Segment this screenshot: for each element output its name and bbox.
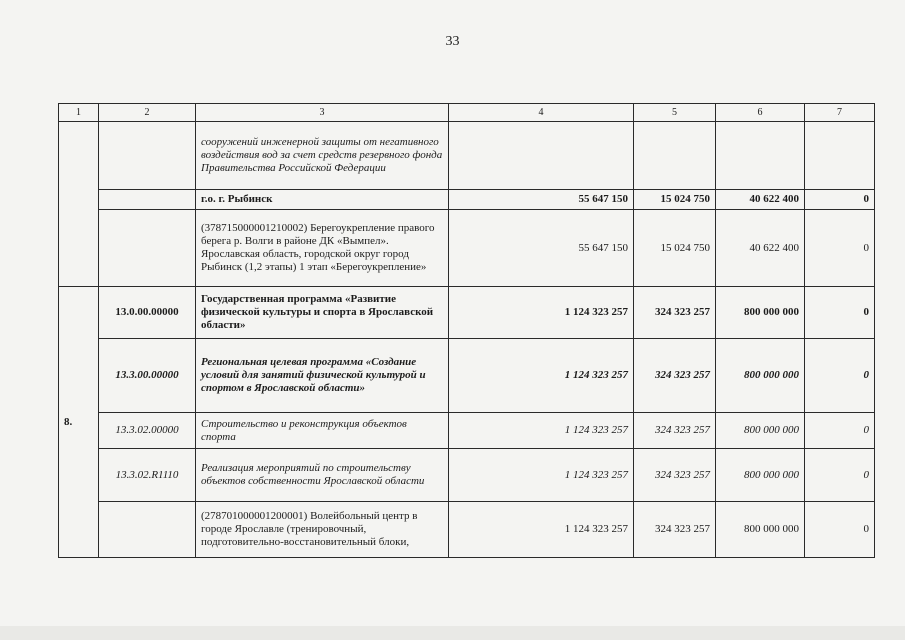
value-cell: 0: [805, 210, 875, 287]
value-cell: [716, 122, 805, 190]
name-cell: Реализация мероприятий по строительству объектов собственности Ярославской области: [196, 449, 449, 502]
column-header: 3: [196, 104, 449, 122]
value-cell: 324 323 257: [634, 449, 716, 502]
value-cell: 1 124 323 257: [449, 449, 634, 502]
value-cell: [449, 122, 634, 190]
value-cell: 0: [805, 339, 875, 413]
column-header: 7: [805, 104, 875, 122]
value-cell: 0: [805, 190, 875, 210]
table-row: [59, 287, 875, 339]
value-cell: 0: [805, 502, 875, 558]
value-cell: 800 000 000: [716, 449, 805, 502]
value-cell: 800 000 000: [716, 413, 805, 449]
value-cell: 0: [805, 413, 875, 449]
code-cell: 13.3.02.R1110: [99, 449, 196, 502]
value-cell: 40 622 400: [716, 190, 805, 210]
value-cell: 55 647 150: [449, 210, 634, 287]
value-cell: 324 323 257: [634, 502, 716, 558]
value-cell: 324 323 257: [634, 339, 716, 413]
value-cell: 1 124 323 257: [449, 339, 634, 413]
value-cell: 1 124 323 257: [449, 502, 634, 558]
value-cell: 0: [805, 287, 875, 339]
table-row: [59, 339, 875, 413]
table-row: [59, 449, 875, 502]
code-cell: [99, 190, 196, 210]
value-cell: 15 024 750: [634, 210, 716, 287]
row-index-cell: [59, 122, 99, 287]
name-cell: сооружений инженерной защиты от негативного воздействия вод за счет средств резервного фонда Правительства Российской Федерации: [196, 122, 449, 190]
code-cell: 13.3.02.00000: [99, 413, 196, 449]
table-header-row: [59, 104, 875, 122]
table-row: [59, 502, 875, 558]
value-cell: 0: [805, 449, 875, 502]
column-header: 2: [99, 104, 196, 122]
name-cell: Государственная программа «Развитие физической культуры и спорта в Ярославской области»: [196, 287, 449, 339]
value-cell: 324 323 257: [634, 287, 716, 339]
value-cell: 1 124 323 257: [449, 287, 634, 339]
table-row: [59, 190, 875, 210]
row-index-cell: 8.: [59, 287, 99, 558]
value-cell: 324 323 257: [634, 413, 716, 449]
value-cell: [805, 122, 875, 190]
value-cell: 800 000 000: [716, 502, 805, 558]
column-header: 1: [59, 104, 99, 122]
value-cell: 15 024 750: [634, 190, 716, 210]
name-cell: (278701000001200001) Волейбольный центр в городе Ярославле (тренировочный, подготовительно-восстановительный блоки,: [196, 502, 449, 558]
name-cell: г.о. г. Рыбинск: [196, 190, 449, 210]
code-cell: 13.0.00.00000: [99, 287, 196, 339]
name-cell: (378715000001210002) Берегоукрепление правого берега р. Волги в районе ДК «Вымпел». Ярославская область, городской округ город Рыбинск (1,2 этапы) 1 этап «Берегоукрепление»: [196, 210, 449, 287]
code-cell: [99, 210, 196, 287]
budget-table: [58, 103, 875, 558]
table-row: [59, 122, 875, 190]
page-number: 33: [445, 34, 460, 49]
value-cell: 40 622 400: [716, 210, 805, 287]
page-edge: [0, 626, 905, 640]
table-row: [59, 413, 875, 449]
table-row: [59, 210, 875, 287]
column-header: 5: [634, 104, 716, 122]
code-cell: 13.3.00.00000: [99, 339, 196, 413]
value-cell: [634, 122, 716, 190]
code-cell: [99, 122, 196, 190]
value-cell: 800 000 000: [716, 287, 805, 339]
name-cell: Строительство и реконструкция объектов спорта: [196, 413, 449, 449]
code-cell: [99, 502, 196, 558]
name-cell: Региональная целевая программа «Создание условий для занятий физической культурой и спортом в Ярославской области»: [196, 339, 449, 413]
value-cell: 800 000 000: [716, 339, 805, 413]
value-cell: 55 647 150: [449, 190, 634, 210]
value-cell: 1 124 323 257: [449, 413, 634, 449]
column-header: 4: [449, 104, 634, 122]
column-header: 6: [716, 104, 805, 122]
